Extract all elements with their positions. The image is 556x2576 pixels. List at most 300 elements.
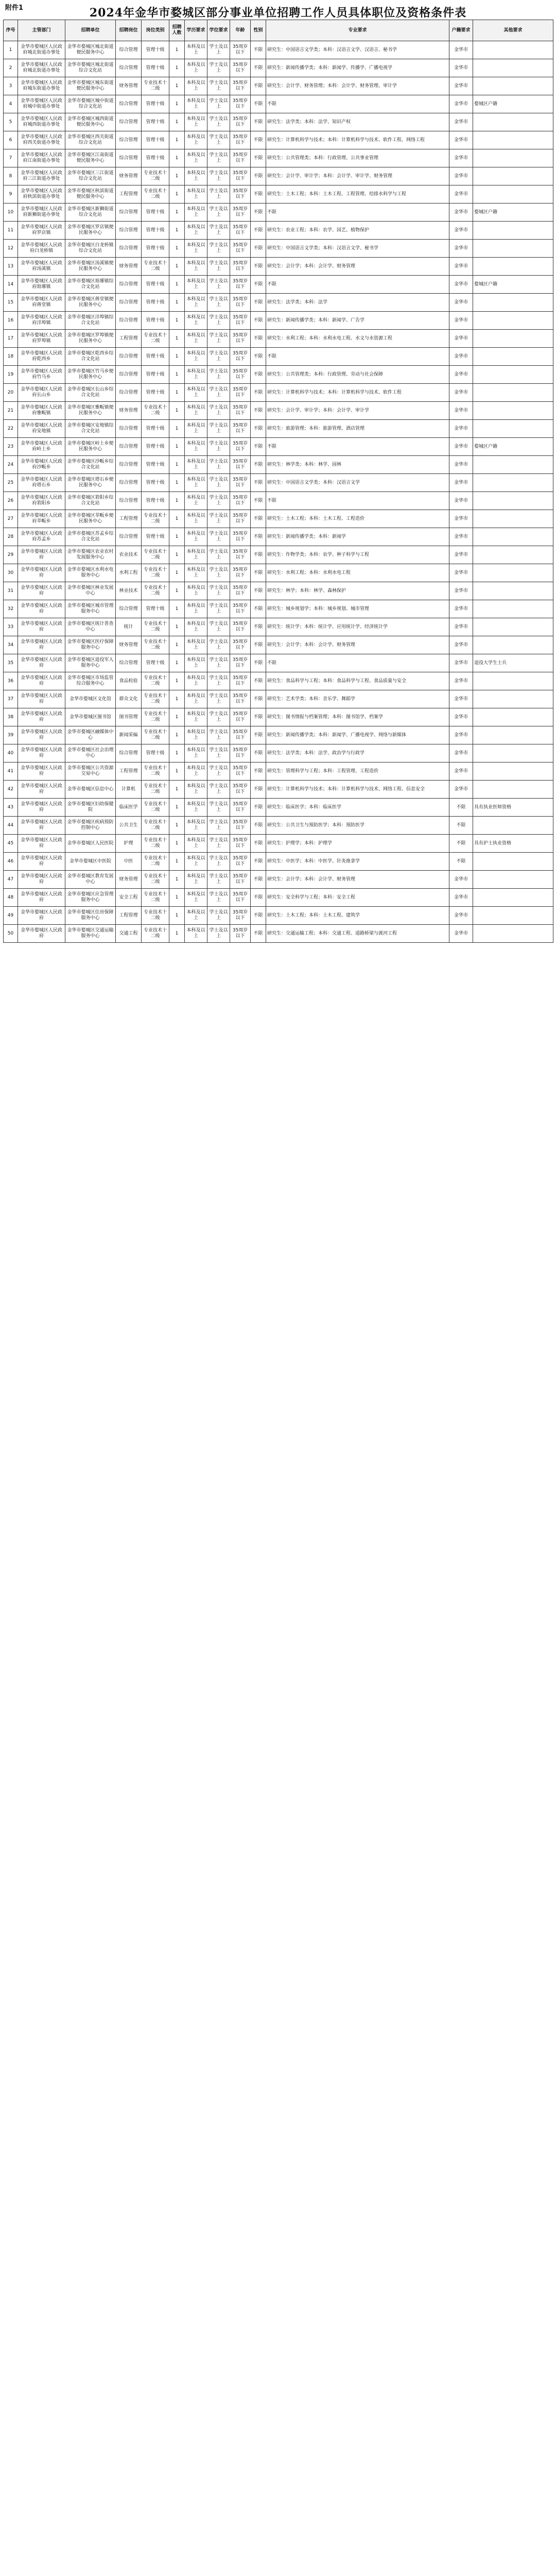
cell-age: 35周岁以下 xyxy=(230,456,251,474)
cell-hukou: 金华市 xyxy=(449,636,473,654)
cell-post-type: 管理十级 xyxy=(142,95,169,113)
cell-age: 35周岁以下 xyxy=(230,59,251,77)
cell-count: 1 xyxy=(169,276,185,294)
cell-department: 金华市婺城区人民政府 xyxy=(18,672,65,690)
cell-department: 金华市婺城区人民政府莘畈乡 xyxy=(18,510,65,528)
cell-index: 16 xyxy=(4,312,18,330)
cell-index: 28 xyxy=(4,528,18,546)
cell-count: 1 xyxy=(169,889,185,907)
cell-other xyxy=(473,402,553,420)
cell-post: 护理 xyxy=(116,835,142,853)
cell-other xyxy=(473,474,553,492)
cell-post-type: 管理十级 xyxy=(142,222,169,240)
cell-other xyxy=(473,77,553,95)
cell-age: 35周岁以下 xyxy=(230,582,251,600)
cell-department: 金华市婺城区人民政府城西街道办事处 xyxy=(18,113,65,131)
cell-education: 本科及以上 xyxy=(185,708,207,726)
cell-age: 35周岁以下 xyxy=(230,871,251,889)
cell-post-type: 专业技术十二级 xyxy=(142,258,169,276)
cell-education: 本科及以上 xyxy=(185,348,207,366)
table-row xyxy=(4,853,553,871)
cell-age: 35周岁以下 xyxy=(230,95,251,113)
cell-age: 35周岁以下 xyxy=(230,312,251,330)
col-header: 招聘人数 xyxy=(169,20,185,41)
cell-post: 综合管理 xyxy=(116,420,142,438)
cell-index: 39 xyxy=(4,726,18,744)
cell-unit: 金华市婺城区安地镇综合文化站 xyxy=(65,420,116,438)
table-header-row xyxy=(4,20,553,41)
cell-other xyxy=(473,564,553,582)
cell-major: 研究生：水利工程；本科：水利水电工程、水文与水资源工程 xyxy=(266,330,449,348)
cell-age: 35周岁以下 xyxy=(230,853,251,871)
cell-count: 1 xyxy=(169,384,185,402)
cell-index: 32 xyxy=(4,600,18,618)
cell-other xyxy=(473,113,553,131)
cell-age: 35周岁以下 xyxy=(230,113,251,131)
cell-post: 食品检验 xyxy=(116,672,142,690)
cell-degree: 学士及以上 xyxy=(207,41,230,59)
cell-education: 本科及以上 xyxy=(185,59,207,77)
cell-age: 35周岁以下 xyxy=(230,835,251,853)
cell-major: 不限 xyxy=(266,95,449,113)
cell-count: 1 xyxy=(169,528,185,546)
col-header: 户籍要求 xyxy=(449,20,473,41)
cell-index: 47 xyxy=(4,871,18,889)
cell-degree: 学士及以上 xyxy=(207,672,230,690)
cell-unit: 金华市婺城区林业发展中心 xyxy=(65,582,116,600)
cell-index: 46 xyxy=(4,853,18,871)
cell-post-type: 管理十级 xyxy=(142,312,169,330)
cell-age: 35周岁以下 xyxy=(230,690,251,708)
cell-post-type: 专业技术十二级 xyxy=(142,907,169,925)
table-row xyxy=(4,726,553,744)
cell-unit: 金华市婺城区城北街道便民服务中心 xyxy=(65,41,116,59)
cell-count: 1 xyxy=(169,77,185,95)
cell-degree: 学士及以上 xyxy=(207,564,230,582)
cell-unit: 金华市婺城区公共资源交易中心 xyxy=(65,762,116,781)
cell-unit: 金华市婺城区交通运输服务中心 xyxy=(65,925,116,943)
cell-age: 35周岁以下 xyxy=(230,131,251,149)
cell-degree: 学士及以上 xyxy=(207,690,230,708)
cell-post: 图书管理 xyxy=(116,708,142,726)
cell-other xyxy=(473,817,553,835)
cell-post: 综合管理 xyxy=(116,654,142,672)
cell-index: 21 xyxy=(4,402,18,420)
table-row xyxy=(4,384,553,402)
cell-education: 本科及以上 xyxy=(185,456,207,474)
cell-post: 工程管理 xyxy=(116,185,142,204)
cell-department: 金华市婺城区人民政府岭上乡 xyxy=(18,438,65,456)
cell-post-type: 管理十级 xyxy=(142,59,169,77)
cell-hukou: 金华市 xyxy=(449,131,473,149)
cell-degree: 学士及以上 xyxy=(207,781,230,799)
cell-age: 35周岁以下 xyxy=(230,726,251,744)
cell-hukou: 金华市 xyxy=(449,762,473,781)
cell-department: 金华市婺城区人民政府 xyxy=(18,582,65,600)
cell-hukou: 金华市 xyxy=(449,708,473,726)
cell-post: 综合管理 xyxy=(116,366,142,384)
cell-education: 本科及以上 xyxy=(185,77,207,95)
cell-education: 本科及以上 xyxy=(185,618,207,636)
cell-department: 金华市婺城区人民政府洋埠镇 xyxy=(18,312,65,330)
cell-other: 婺城区户籍 xyxy=(473,204,553,222)
cell-other xyxy=(473,726,553,744)
cell-count: 1 xyxy=(169,636,185,654)
cell-hukou: 不限 xyxy=(449,799,473,817)
cell-gender: 不限 xyxy=(251,258,266,276)
cell-gender: 不限 xyxy=(251,564,266,582)
cell-age: 35周岁以下 xyxy=(230,528,251,546)
cell-post: 综合管理 xyxy=(116,131,142,149)
cell-hukou: 金华市 xyxy=(449,330,473,348)
cell-department: 金华市婺城区人民政府 xyxy=(18,835,65,853)
cell-degree: 学士及以上 xyxy=(207,618,230,636)
cell-age: 35周岁以下 xyxy=(230,762,251,781)
cell-count: 1 xyxy=(169,402,185,420)
cell-department: 金华市婺城区人民政府雅畈镇 xyxy=(18,402,65,420)
cell-hukou: 金华市 xyxy=(449,690,473,708)
cell-unit: 金华市婺城区中医院 xyxy=(65,853,116,871)
cell-degree: 学士及以上 xyxy=(207,330,230,348)
cell-index: 37 xyxy=(4,690,18,708)
cell-gender: 不限 xyxy=(251,276,266,294)
cell-major: 研究生：新闻传播学类；本科：新闻学 xyxy=(266,528,449,546)
cell-index: 18 xyxy=(4,348,18,366)
cell-post-type: 专业技术十二级 xyxy=(142,726,169,744)
cell-department: 金华市婺城区人民政府罗埠镇 xyxy=(18,330,65,348)
cell-index: 14 xyxy=(4,276,18,294)
cell-age: 35周岁以下 xyxy=(230,492,251,510)
cell-education: 本科及以上 xyxy=(185,564,207,582)
cell-other xyxy=(473,59,553,77)
cell-unit: 金华市婺城区乾西乡综合文化站 xyxy=(65,348,116,366)
cell-education: 本科及以上 xyxy=(185,636,207,654)
cell-other: 退役大学生士兵 xyxy=(473,654,553,672)
cell-age: 35周岁以下 xyxy=(230,889,251,907)
cell-department: 金华市婺城区人民政府 xyxy=(18,817,65,835)
cell-major: 研究生：统计学；本科：统计学、应用统计学、经济统计学 xyxy=(266,618,449,636)
cell-major: 研究生：管理科学与工程；本科：工程管理、工程造价 xyxy=(266,762,449,781)
cell-degree: 学士及以上 xyxy=(207,167,230,185)
cell-other xyxy=(473,600,553,618)
cell-post: 水利工程 xyxy=(116,564,142,582)
cell-other xyxy=(473,167,553,185)
cell-other: 具有执业医师资格 xyxy=(473,799,553,817)
cell-post: 工程管理 xyxy=(116,330,142,348)
cell-index: 48 xyxy=(4,889,18,907)
cell-education: 本科及以上 xyxy=(185,600,207,618)
cell-education: 本科及以上 xyxy=(185,835,207,853)
cell-age: 35周岁以下 xyxy=(230,348,251,366)
cell-education: 本科及以上 xyxy=(185,330,207,348)
cell-major: 不限 xyxy=(266,276,449,294)
cell-unit: 金华市婺城区图书馆 xyxy=(65,708,116,726)
cell-department: 金华市婺城区人民政府 xyxy=(18,853,65,871)
cell-department: 金华市婺城区人民政府 xyxy=(18,907,65,925)
cell-gender: 不限 xyxy=(251,492,266,510)
cell-gender: 不限 xyxy=(251,348,266,366)
cell-degree: 学士及以上 xyxy=(207,456,230,474)
table-row xyxy=(4,312,553,330)
cell-department: 金华市婺城区人民政府城北街道办事处 xyxy=(18,59,65,77)
col-header: 招聘单位 xyxy=(65,20,116,41)
table-row xyxy=(4,564,553,582)
table-row xyxy=(4,348,553,366)
cell-index: 19 xyxy=(4,366,18,384)
cell-gender: 不限 xyxy=(251,925,266,943)
cell-department: 金华市婺城区人民政府江南街道办事处 xyxy=(18,149,65,167)
cell-degree: 学士及以上 xyxy=(207,762,230,781)
cell-post: 综合管理 xyxy=(116,95,142,113)
cell-gender: 不限 xyxy=(251,330,266,348)
col-header: 年龄 xyxy=(230,20,251,41)
cell-department: 金华市婺城区人民政府 xyxy=(18,925,65,943)
cell-education: 本科及以上 xyxy=(185,853,207,871)
cell-gender: 不限 xyxy=(251,41,266,59)
cell-post: 财务管理 xyxy=(116,402,142,420)
cell-index: 49 xyxy=(4,907,18,925)
cell-major: 研究生：中国语言文学类；本科：汉语言文学、秘书学 xyxy=(266,240,449,258)
cell-post: 林业技术 xyxy=(116,582,142,600)
cell-index: 10 xyxy=(4,204,18,222)
cell-education: 本科及以上 xyxy=(185,690,207,708)
cell-gender: 不限 xyxy=(251,95,266,113)
cell-post-type: 专业技术十二级 xyxy=(142,564,169,582)
cell-count: 1 xyxy=(169,185,185,204)
cell-degree: 学士及以上 xyxy=(207,77,230,95)
cell-count: 1 xyxy=(169,420,185,438)
cell-education: 本科及以上 xyxy=(185,907,207,925)
cell-post-type: 管理十级 xyxy=(142,600,169,618)
cell-unit: 金华市婺城区白龙桥镇综合文化站 xyxy=(65,240,116,258)
cell-post-type: 管理十级 xyxy=(142,366,169,384)
cell-major: 研究生：临床医学；本科：临床医学 xyxy=(266,799,449,817)
cell-gender: 不限 xyxy=(251,185,266,204)
cell-major: 研究生：林学；本科：林学、森林保护 xyxy=(266,582,449,600)
cell-other xyxy=(473,185,553,204)
table-row xyxy=(4,41,553,59)
cell-education: 本科及以上 xyxy=(185,149,207,167)
cell-count: 1 xyxy=(169,149,185,167)
cell-gender: 不限 xyxy=(251,546,266,564)
cell-hukou: 金华市 xyxy=(449,312,473,330)
cell-gender: 不限 xyxy=(251,889,266,907)
cell-education: 本科及以上 xyxy=(185,185,207,204)
cell-major: 研究生：法学类；本科：法学 xyxy=(266,294,449,312)
table-row xyxy=(4,781,553,799)
cell-gender: 不限 xyxy=(251,690,266,708)
cell-department: 金华市婺城区人民政府 xyxy=(18,708,65,726)
cell-other xyxy=(473,582,553,600)
cell-post: 综合管理 xyxy=(116,744,142,762)
cell-department: 金华市婺城区人民政府 xyxy=(18,600,65,618)
cell-education: 本科及以上 xyxy=(185,799,207,817)
cell-post: 工程管理 xyxy=(116,762,142,781)
cell-post: 财务管理 xyxy=(116,871,142,889)
cell-degree: 学士及以上 xyxy=(207,744,230,762)
cell-unit: 金华市婺城区罗店镇便民服务中心 xyxy=(65,222,116,240)
cell-post-type: 专业技术十二级 xyxy=(142,690,169,708)
cell-other xyxy=(473,546,553,564)
cell-gender: 不限 xyxy=(251,167,266,185)
cell-count: 1 xyxy=(169,59,185,77)
cell-gender: 不限 xyxy=(251,131,266,149)
cell-hukou: 金华市 xyxy=(449,348,473,366)
cell-unit: 金华市婺城区箬阳乡综合文化站 xyxy=(65,492,116,510)
cell-unit: 金华市婺城区沙畈乡综合文化站 xyxy=(65,456,116,474)
cell-gender: 不限 xyxy=(251,744,266,762)
cell-index: 38 xyxy=(4,708,18,726)
cell-degree: 学士及以上 xyxy=(207,366,230,384)
cell-degree: 学士及以上 xyxy=(207,889,230,907)
cell-count: 1 xyxy=(169,131,185,149)
cell-index: 5 xyxy=(4,113,18,131)
table-row xyxy=(4,95,553,113)
table-row xyxy=(4,131,553,149)
cell-post: 综合管理 xyxy=(116,384,142,402)
table-row xyxy=(4,492,553,510)
cell-degree: 学士及以上 xyxy=(207,546,230,564)
cell-post: 综合管理 xyxy=(116,222,142,240)
cell-post-type: 管理十级 xyxy=(142,294,169,312)
cell-degree: 学士及以上 xyxy=(207,402,230,420)
cell-age: 35周岁以下 xyxy=(230,167,251,185)
table-row xyxy=(4,167,553,185)
cell-other xyxy=(473,781,553,799)
cell-department: 金华市婺城区人民政府西关街道办事处 xyxy=(18,131,65,149)
cell-other xyxy=(473,456,553,474)
cell-degree: 学士及以上 xyxy=(207,149,230,167)
cell-hukou: 金华市 xyxy=(449,907,473,925)
cell-age: 35周岁以下 xyxy=(230,438,251,456)
cell-education: 本科及以上 xyxy=(185,654,207,672)
cell-gender: 不限 xyxy=(251,817,266,835)
cell-degree: 学士及以上 xyxy=(207,95,230,113)
cell-degree: 学士及以上 xyxy=(207,528,230,546)
table-row xyxy=(4,835,553,853)
table-row xyxy=(4,546,553,564)
cell-department: 金华市婺城区人民政府 xyxy=(18,546,65,564)
cell-age: 35周岁以下 xyxy=(230,907,251,925)
cell-count: 1 xyxy=(169,781,185,799)
cell-hukou: 金华市 xyxy=(449,185,473,204)
cell-post-type: 管理十级 xyxy=(142,474,169,492)
cell-major: 不限 xyxy=(266,438,449,456)
cell-major: 研究生：水利工程；本科：水利水电工程 xyxy=(266,564,449,582)
cell-post: 新闻采编 xyxy=(116,726,142,744)
cell-gender: 不限 xyxy=(251,113,266,131)
cell-index: 3 xyxy=(4,77,18,95)
table-row xyxy=(4,240,553,258)
cell-post: 综合管理 xyxy=(116,294,142,312)
cell-gender: 不限 xyxy=(251,871,266,889)
cell-count: 1 xyxy=(169,95,185,113)
cell-unit: 金华市婺城区信息中心 xyxy=(65,781,116,799)
cell-department: 金华市婺城区人民政府 xyxy=(18,871,65,889)
cell-unit: 金华市婺城区人民医院 xyxy=(65,835,116,853)
cell-gender: 不限 xyxy=(251,456,266,474)
cell-age: 35周岁以下 xyxy=(230,222,251,240)
cell-unit: 金华市婺城区雅畈镇便民服务中心 xyxy=(65,402,116,420)
cell-education: 本科及以上 xyxy=(185,204,207,222)
cell-post-type: 专业技术十二级 xyxy=(142,636,169,654)
cell-unit: 金华市婺城区城北街道综合文化站 xyxy=(65,59,116,77)
cell-department: 金华市婺城区人民政府塔石乡 xyxy=(18,474,65,492)
cell-index: 44 xyxy=(4,817,18,835)
cell-major: 研究生：图书情报与档案管理；本科：图书馆学、档案学 xyxy=(266,708,449,726)
cell-unit: 金华市婺城区农业农村发展服务中心 xyxy=(65,546,116,564)
cell-index: 24 xyxy=(4,456,18,474)
cell-count: 1 xyxy=(169,708,185,726)
cell-gender: 不限 xyxy=(251,312,266,330)
cell-hukou: 金华市 xyxy=(449,618,473,636)
cell-gender: 不限 xyxy=(251,781,266,799)
cell-other xyxy=(473,744,553,762)
cell-post: 财务管理 xyxy=(116,167,142,185)
cell-age: 35周岁以下 xyxy=(230,366,251,384)
cell-age: 35周岁以下 xyxy=(230,510,251,528)
cell-index: 36 xyxy=(4,672,18,690)
cell-hukou: 金华市 xyxy=(449,474,473,492)
table-row xyxy=(4,672,553,690)
cell-age: 35周岁以下 xyxy=(230,41,251,59)
cell-major: 研究生：公共管理类；本科：行政管理、公共事业管理 xyxy=(266,149,449,167)
cell-gender: 不限 xyxy=(251,510,266,528)
cell-education: 本科及以上 xyxy=(185,420,207,438)
cell-hukou: 金华市 xyxy=(449,925,473,943)
cell-age: 35周岁以下 xyxy=(230,618,251,636)
cell-hukou: 不限 xyxy=(449,835,473,853)
cell-gender: 不限 xyxy=(251,618,266,636)
cell-post-type: 管理十级 xyxy=(142,41,169,59)
cell-education: 本科及以上 xyxy=(185,510,207,528)
cell-count: 1 xyxy=(169,204,185,222)
table-row xyxy=(4,889,553,907)
cell-age: 35周岁以下 xyxy=(230,546,251,564)
cell-count: 1 xyxy=(169,366,185,384)
cell-department: 金华市婺城区人民政府城北街道办事处 xyxy=(18,41,65,59)
cell-degree: 学士及以上 xyxy=(207,276,230,294)
cell-department: 金华市婺城区人民政府沙畈乡 xyxy=(18,456,65,474)
cell-age: 35周岁以下 xyxy=(230,925,251,943)
cell-index: 22 xyxy=(4,420,18,438)
cell-major: 研究生：会计学、审计学；本科：会计学、审计学 xyxy=(266,402,449,420)
cell-major: 研究生：食品科学与工程；本科：食品科学与工程、食品质量与安全 xyxy=(266,672,449,690)
cell-age: 35周岁以下 xyxy=(230,672,251,690)
cell-gender: 不限 xyxy=(251,366,266,384)
cell-degree: 学士及以上 xyxy=(207,871,230,889)
cell-post: 综合管理 xyxy=(116,204,142,222)
cell-gender: 不限 xyxy=(251,438,266,456)
cell-degree: 学士及以上 xyxy=(207,113,230,131)
cell-index: 35 xyxy=(4,654,18,672)
cell-degree: 学士及以上 xyxy=(207,907,230,925)
cell-age: 35周岁以下 xyxy=(230,744,251,762)
cell-unit: 金华市婺城区莘畈乡便民服务中心 xyxy=(65,510,116,528)
cell-other xyxy=(473,762,553,781)
table-row xyxy=(4,690,553,708)
cell-count: 1 xyxy=(169,690,185,708)
cell-unit: 金华市婺城区市场监管综合服务中心 xyxy=(65,672,116,690)
cell-count: 1 xyxy=(169,600,185,618)
cell-age: 35周岁以下 xyxy=(230,258,251,276)
table-row xyxy=(4,907,553,925)
document-title: 2024年金华市婺城区部分事业单位招聘工作人员具体职位及资格条件表 xyxy=(89,6,467,20)
cell-post: 综合管理 xyxy=(116,456,142,474)
cell-other xyxy=(473,384,553,402)
cell-gender: 不限 xyxy=(251,636,266,654)
cell-unit: 金华市婺城区应急管理服务中心 xyxy=(65,889,116,907)
